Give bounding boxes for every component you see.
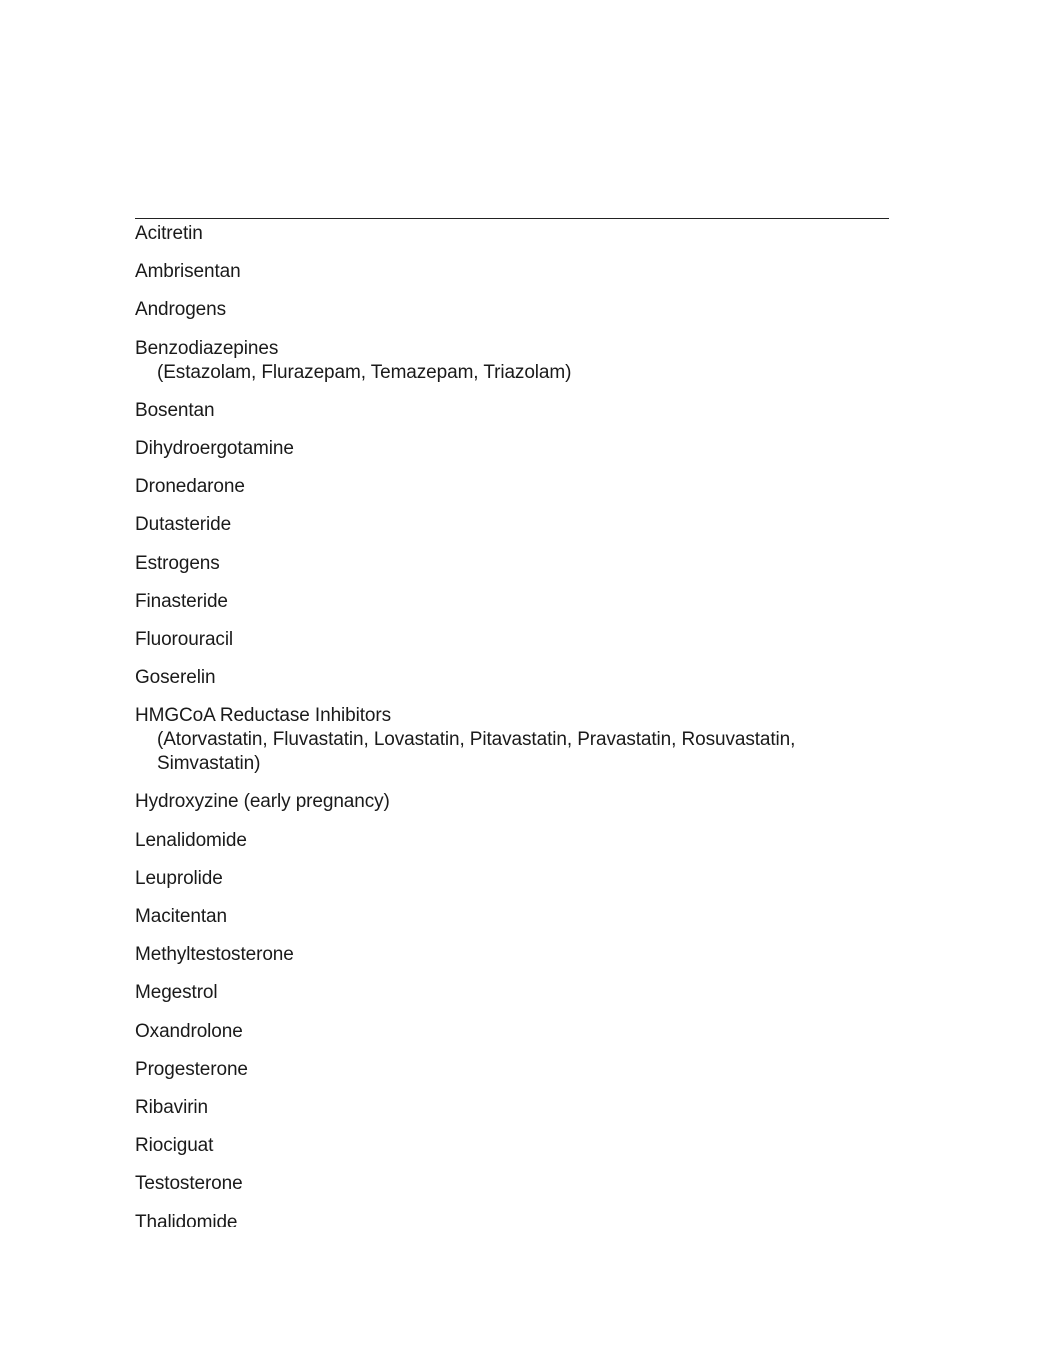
drug-name: Estrogens	[135, 552, 220, 574]
drug-name: Dronedarone	[135, 476, 245, 498]
list-item	[135, 1096, 895, 1120]
list-item	[135, 475, 895, 499]
list-item	[135, 513, 895, 537]
drug-name: Dihydroergotamine	[135, 437, 294, 459]
list-item	[135, 829, 895, 853]
drug-name: Oxandrolone	[135, 1020, 243, 1042]
drug-list	[135, 222, 895, 1227]
drug-name: Ambrisentan	[135, 261, 241, 283]
list-item	[135, 790, 895, 814]
drug-name: Benzodiazepines	[135, 337, 279, 359]
drug-name: Riociguat	[135, 1135, 214, 1157]
list-item	[135, 1058, 895, 1082]
list-item	[135, 1172, 895, 1196]
list-item	[135, 666, 895, 690]
list-item	[135, 437, 895, 461]
header-rule	[135, 218, 889, 219]
drug-name: Acitretin	[135, 223, 203, 244]
list-item	[135, 628, 895, 652]
drug-name: Fluorouracil	[135, 628, 234, 650]
drug-name: Megestrol	[135, 982, 218, 1004]
drug-name: Finasteride	[135, 590, 228, 612]
list-item	[135, 943, 895, 967]
list-item	[135, 1134, 895, 1158]
drug-detail: (Estazolam, Flurazepam, Temazepam, Triazolam)	[157, 361, 572, 383]
drug-name: Hydroxyzine (early pregnancy)	[135, 791, 390, 813]
drug-name: Ribavirin	[135, 1096, 209, 1118]
list-item	[135, 590, 895, 614]
list-item	[135, 1020, 895, 1044]
drug-name: HMGCoA Reductase Inhibitors	[135, 705, 392, 727]
list-item	[135, 905, 895, 929]
list-item	[135, 399, 895, 423]
drug-detail: (Atorvastatin, Fluvastatin, Lovastatin, Pitavastatin, Pravastatin, Rosuvastatin, Simvastatin)	[157, 729, 796, 775]
list-item	[135, 337, 895, 385]
list-item	[135, 222, 895, 246]
list-item	[135, 260, 895, 284]
list-item	[135, 704, 895, 776]
list-item	[135, 552, 895, 576]
drug-name: Testosterone	[135, 1173, 243, 1195]
list-item	[135, 981, 895, 1005]
drug-name: Lenalidomide	[135, 829, 247, 851]
drug-name: Androgens	[135, 299, 227, 321]
list-item	[135, 867, 895, 891]
drug-name: Dutasteride	[135, 514, 232, 536]
drug-name: Macitentan	[135, 906, 227, 927]
drug-name: Bosentan	[135, 399, 215, 421]
drug-name: Thalidomide	[135, 1211, 238, 1227]
drug-list-container	[135, 222, 895, 1227]
drug-name: Leuprolide	[135, 867, 223, 889]
drug-name: Goserelin	[135, 667, 216, 689]
drug-name: Progesterone	[135, 1058, 248, 1080]
list-item	[135, 1211, 895, 1228]
list-item	[135, 298, 895, 322]
drug-name: Methyltestosterone	[135, 944, 294, 966]
